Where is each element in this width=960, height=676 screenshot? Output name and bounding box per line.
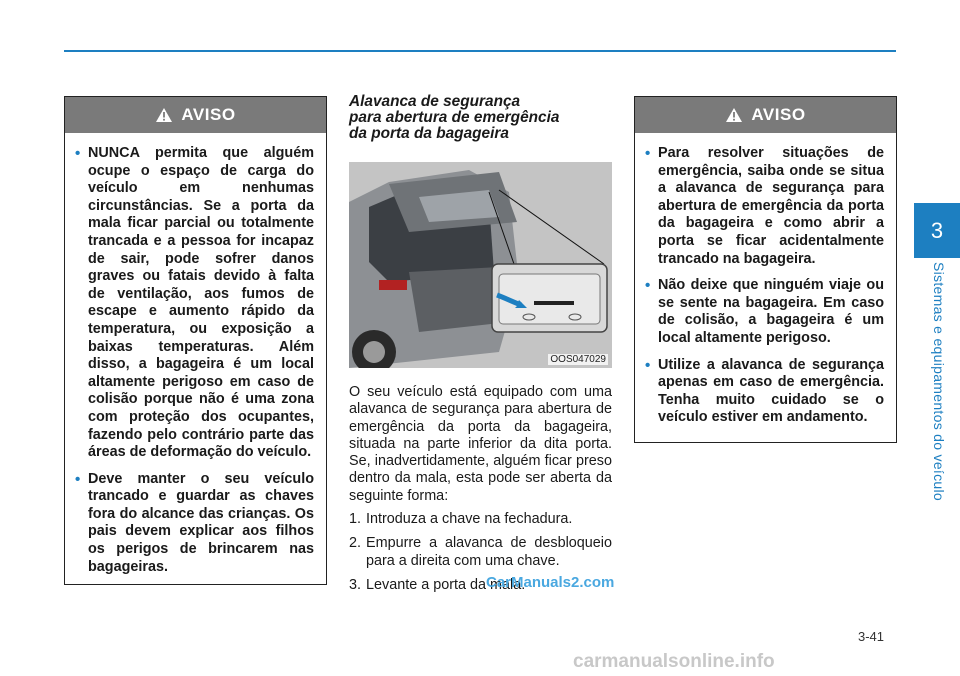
tailgate-illustration xyxy=(349,162,612,368)
warning-item-text: Para resolver situações de emergência, saiba onde se situa a alavanca de segurança para abertura de emergência da porta da bagageira e como abrir a porta se ficar acidentalmente trancado na bagageira. xyxy=(658,145,884,267)
warning-triangle-icon xyxy=(725,107,743,123)
page-number: 3-41 xyxy=(858,629,885,644)
step-number: 3. xyxy=(349,576,362,593)
warning-title: AVISO xyxy=(181,105,236,124)
header-rule xyxy=(64,50,896,52)
step-text: Empurre a alavanca de desbloqueio para a direita com uma chave. xyxy=(366,535,612,569)
section-title-line: Alavanca de segurança xyxy=(349,93,521,110)
bullet-dot-icon: • xyxy=(645,145,651,162)
section-title xyxy=(349,94,612,142)
content-column xyxy=(349,93,615,601)
tailgate-figure xyxy=(349,162,612,368)
step-number: 1. xyxy=(349,511,362,528)
bullet-dot-icon: • xyxy=(75,145,81,162)
bullet-dot-icon: • xyxy=(75,470,81,488)
section-title-line: para abertura de emergência xyxy=(349,109,560,126)
warning-title: AVISO xyxy=(751,105,806,124)
warning-item xyxy=(645,277,884,347)
warning-box-left xyxy=(64,96,327,585)
warning-triangle-icon xyxy=(155,107,173,123)
step-item xyxy=(349,535,612,570)
warning-item-text: Deve manter o seu veículo trancado e guardar as chaves fora do alcance das crianças. Os pais devem explicar aos filhos os perigos de brincarem nas bagageiras. xyxy=(88,470,314,575)
section-title-line: da porta da bagageira xyxy=(349,125,509,142)
warning-item-text: NUNCA permita que alguém ocupe o espaço de carga do veículo em nenhumas circunstâncias. Se a porta da mala ficar parcial ou totalmente trancada e a pessoa for incapaz de sair, pode sofrer danos graves ou fatais devido à falta de ventilação, aos fumos de escape e aumento rápido da temperatura, ou exposição a baixas temperaturas. Além disso, a bagageira é um local altamente perigoso em caso de colisão porque não é uma zona com proteção dos ocupantes, fazendo pelo contrário parte das áreas de deformação do veículo. xyxy=(88,145,314,461)
warning-header xyxy=(635,97,896,133)
figure-code: OOS047029 xyxy=(550,354,606,365)
warning-item xyxy=(645,145,884,268)
body-paragraph: O seu veículo está equipado com uma alavanca de segurança para abertura de emergência da porta da bagageira, situada na parte inferior da dita porta. Se, inadvertidamente, alguém ficar preso dentro da mala, esta pode ser aberta da seguinte forma: xyxy=(349,384,612,504)
warning-item-text: Utilize a alavanca de segurança apenas em caso de emergência. Tenha muito cuidado se o veículo estiver em andamento. xyxy=(658,356,884,426)
warning-item xyxy=(645,357,884,427)
warning-list xyxy=(65,133,326,576)
chapter-number: 3 xyxy=(930,217,944,243)
step-number: 2. xyxy=(349,535,362,552)
chapter-title: Sistemas e equipamentos do veículo xyxy=(931,262,947,501)
warning-item xyxy=(75,145,314,462)
warning-header xyxy=(65,97,326,133)
warning-list xyxy=(635,133,896,427)
warning-item xyxy=(75,471,314,577)
watermark-link[interactable]: CarManuals2.com xyxy=(486,574,615,591)
bullet-dot-icon: • xyxy=(645,356,651,374)
site-watermark: carmanualsonline.info xyxy=(573,651,775,672)
warning-item-text: Não deixe que ninguém viaje ou se sente na bagageira. Em caso de colisão, a bagageira é um local altamente perigoso. xyxy=(658,277,884,346)
bullet-dot-icon: • xyxy=(645,277,651,295)
step-text: Levante a porta da mala. xyxy=(366,576,526,593)
step-text: Introduza a chave na fechadura. xyxy=(366,511,573,528)
warning-box-right xyxy=(634,96,897,443)
step-item xyxy=(349,511,612,528)
